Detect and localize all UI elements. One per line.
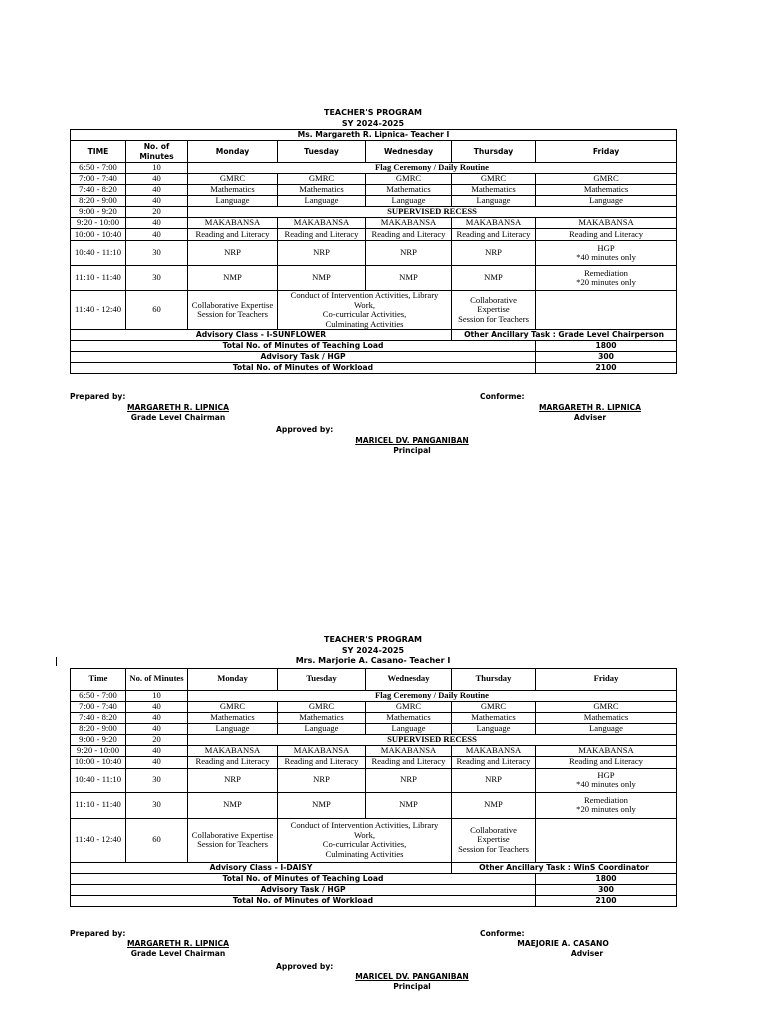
subject-cell: NRP xyxy=(452,768,536,792)
subject-cell: Mathematics xyxy=(366,712,452,723)
advisory-class: Advisory Class - I-DAISY xyxy=(71,862,452,873)
minutes-cell: 20 xyxy=(126,734,188,745)
subject-cell: Language xyxy=(452,723,536,734)
collaborative-cell xyxy=(188,291,278,330)
subject-cell: GMRC xyxy=(278,174,366,185)
intervention-cell xyxy=(278,818,452,862)
subject-cell: NMP xyxy=(452,792,536,818)
subject-cell: NRP xyxy=(188,768,278,792)
time-cell: 11:40 - 12:40 xyxy=(71,291,126,330)
conforme-role: Adviser xyxy=(573,413,607,422)
cell-line: Culminating Activities xyxy=(325,318,404,329)
minutes-cell: 40 xyxy=(126,218,188,229)
ancillary-task: Other Ancillary Task : WinS Coordinator xyxy=(452,862,677,873)
prepared-label: Prepared by: xyxy=(70,392,126,401)
subject-cell: MAKABANSA xyxy=(452,218,536,229)
subject-cell: NMP xyxy=(278,792,366,818)
subject-cell xyxy=(536,266,677,291)
subject-cell: MAKABANSA xyxy=(536,218,677,229)
subject-cell: NMP xyxy=(188,792,278,818)
total-row xyxy=(71,873,677,884)
table-row xyxy=(71,818,677,862)
subject-cell: Mathematics xyxy=(188,185,278,196)
prepared-name: MARGARETH R. LIPNICA xyxy=(127,403,229,412)
subject-cell: GMRC xyxy=(278,701,366,712)
schedule-1 xyxy=(70,108,676,374)
school-year: SY 2024-2025 xyxy=(341,645,405,655)
program-title: TEACHER'S PROGRAM xyxy=(323,108,422,117)
header-time: TIME xyxy=(71,141,126,163)
time-cell: 7:00 - 7:40 xyxy=(71,701,126,712)
subject-cell: NRP xyxy=(278,241,366,266)
friday-subject: Remediation xyxy=(584,794,628,805)
approved-name: MARICEL DV. PANGANIBAN xyxy=(355,436,469,445)
schedule-2 xyxy=(70,635,676,907)
total-value: 300 xyxy=(536,884,677,895)
recess-cell: SUPERVISED RECESS xyxy=(188,734,677,745)
table-row xyxy=(71,792,677,818)
subject-cell: MAKABANSA xyxy=(188,218,278,229)
header-wednesday: Wednesday xyxy=(366,141,452,163)
subject-cell: Language xyxy=(366,196,452,207)
subject-cell: Mathematics xyxy=(278,712,366,723)
total-label: Advisory Task / HGP xyxy=(71,884,536,895)
minutes-cell: 40 xyxy=(126,185,188,196)
table-row xyxy=(71,174,677,185)
subject-cell: MAKABANSA xyxy=(278,745,366,756)
time-cell: 9:00 - 9:20 xyxy=(71,207,126,218)
time-cell: 11:10 - 11:40 xyxy=(71,792,126,818)
header-friday: Friday xyxy=(536,141,677,163)
cell-line: Work, xyxy=(353,299,376,310)
prepared-signatory xyxy=(115,939,241,959)
total-value: 1800 xyxy=(536,873,677,884)
subject-cell: NMP xyxy=(188,266,278,291)
header-monday: Monday xyxy=(188,141,278,163)
total-label: Total No. of Minutes of Teaching Load xyxy=(71,873,536,884)
approved-label: Approved by: xyxy=(276,425,334,434)
advisory-row xyxy=(71,330,677,341)
total-row xyxy=(71,895,677,906)
approved-signatory xyxy=(340,972,484,992)
total-value: 300 xyxy=(536,352,677,363)
subject-cell: Reading and Literacy xyxy=(278,756,366,768)
empty-cell xyxy=(536,818,677,862)
table-row xyxy=(71,291,677,330)
friday-subject: Remediation xyxy=(584,267,628,278)
table-row xyxy=(71,218,677,229)
conforme-name: MAEJORIE A. CASANO xyxy=(517,939,609,948)
time-cell: 11:10 - 11:40 xyxy=(71,266,126,291)
subject-cell: Language xyxy=(188,196,278,207)
minutes-cell: 60 xyxy=(126,291,188,330)
minutes-cell: 60 xyxy=(126,818,188,862)
friday-note: *20 minutes only xyxy=(576,804,636,814)
prepared-signatory xyxy=(115,403,241,423)
conforme-signatory xyxy=(500,939,626,959)
time-cell: 7:00 - 7:40 xyxy=(71,174,126,185)
cell-line: Collaborative Expertise xyxy=(470,294,517,315)
subject-cell: Reading and Literacy xyxy=(366,756,452,768)
table-row xyxy=(71,723,677,734)
header-thursday: Thursday xyxy=(452,668,536,690)
time-cell: 9:20 - 10:00 xyxy=(71,745,126,756)
time-cell: 9:00 - 9:20 xyxy=(71,734,126,745)
advisory-row xyxy=(71,862,677,873)
total-value: 1800 xyxy=(536,341,677,352)
subject-cell xyxy=(536,792,677,818)
friday-note: *40 minutes only xyxy=(576,779,636,789)
minutes-cell: 30 xyxy=(126,792,188,818)
header-monday: Monday xyxy=(188,668,278,690)
collaborative-cell xyxy=(452,818,536,862)
friday-note: *40 minutes only xyxy=(576,252,636,262)
collaborative-cell xyxy=(188,818,278,862)
minutes-cell: 40 xyxy=(126,723,188,734)
total-row xyxy=(71,341,677,352)
time-cell: 9:20 - 10:00 xyxy=(71,218,126,229)
subject-cell: GMRC xyxy=(188,174,278,185)
cell-line: Conduct of Intervention Activities, Library xyxy=(290,820,439,830)
prepared-role: Grade Level Chairman xyxy=(130,413,226,422)
teacher-name: Ms. Margareth R. Lipnica- Teacher I xyxy=(71,130,677,141)
friday-subject: HGP xyxy=(597,769,615,780)
subject-cell: Reading and Literacy xyxy=(366,229,452,241)
minutes-cell: 10 xyxy=(126,163,188,174)
subject-cell: Language xyxy=(188,723,278,734)
subject-cell: NMP xyxy=(366,266,452,291)
conforme-label: Conforme: xyxy=(480,392,525,401)
total-label: Total No. of Minutes of Workload xyxy=(71,363,536,374)
total-value: 2100 xyxy=(536,895,677,906)
minutes-cell: 40 xyxy=(126,229,188,241)
subject-cell: Language xyxy=(278,723,366,734)
table-row xyxy=(71,701,677,712)
minutes-cell: 30 xyxy=(126,241,188,266)
flag-ceremony-cell: Flag Ceremony / Daily Routine xyxy=(188,163,677,174)
time-cell: 10:40 - 11:10 xyxy=(71,241,126,266)
time-cell: 10:00 - 10:40 xyxy=(71,229,126,241)
subject-cell: NMP xyxy=(452,266,536,291)
subject-cell xyxy=(536,768,677,792)
subject-cell: Mathematics xyxy=(366,185,452,196)
conforme-name: MARGARETH R. LIPNICA xyxy=(539,403,641,412)
minutes-cell: 20 xyxy=(126,207,188,218)
approved-role: Principal xyxy=(393,446,431,455)
subject-cell: Reading and Literacy xyxy=(188,756,278,768)
table-row xyxy=(71,734,677,745)
subject-cell: Reading and Literacy xyxy=(452,756,536,768)
prepared-role: Grade Level Chairman xyxy=(130,949,226,958)
subject-cell: GMRC xyxy=(452,174,536,185)
subject-cell: Mathematics xyxy=(452,712,536,723)
table-row xyxy=(71,745,677,756)
table-row xyxy=(71,196,677,207)
intervention-cell xyxy=(278,291,452,330)
school-year: SY 2024-2025 xyxy=(341,118,405,128)
subject-cell: NRP xyxy=(366,768,452,792)
subject-cell: Mathematics xyxy=(188,712,278,723)
table-row xyxy=(71,163,677,174)
table-row xyxy=(71,266,677,291)
empty-cell xyxy=(536,291,677,330)
cell-line: Collaborative Expertise xyxy=(191,299,274,310)
cell-line: Session for Teachers xyxy=(458,843,529,854)
minutes-cell: 10 xyxy=(126,690,188,701)
cell-line: Session for Teachers xyxy=(458,313,529,324)
subject-cell: NMP xyxy=(278,266,366,291)
conforme-label: Conforme: xyxy=(480,929,525,938)
cell-line: Work, xyxy=(353,829,376,840)
total-label: Total No. of Minutes of Workload xyxy=(71,895,536,906)
table-row xyxy=(71,207,677,218)
cell-line: Culminating Activities xyxy=(325,848,404,859)
subject-cell: MAKABANSA xyxy=(366,745,452,756)
collaborative-cell xyxy=(452,291,536,330)
total-value: 2100 xyxy=(536,363,677,374)
total-row xyxy=(71,363,677,374)
total-row xyxy=(71,352,677,363)
approved-label: Approved by: xyxy=(276,962,334,971)
subject-cell: Reading and Literacy xyxy=(188,229,278,241)
subject-cell: GMRC xyxy=(188,701,278,712)
subject-cell: GMRC xyxy=(366,174,452,185)
conforme-signatory xyxy=(527,403,653,423)
subject-cell: GMRC xyxy=(452,701,536,712)
subject-cell: Reading and Literacy xyxy=(536,756,677,768)
header-thursday: Thursday xyxy=(452,141,536,163)
ancillary-task: Other Ancillary Task : Grade Level Chairperson xyxy=(452,330,677,341)
total-label: Advisory Task / HGP xyxy=(71,352,536,363)
subject-cell: NRP xyxy=(366,241,452,266)
table-row xyxy=(71,768,677,792)
time-cell: 8:20 - 9:00 xyxy=(71,723,126,734)
cell-line: Co-curricular Activities, xyxy=(322,839,407,849)
subject-cell: NRP xyxy=(188,241,278,266)
header-friday: Friday xyxy=(536,668,677,690)
advisory-class: Advisory Class - I-SUNFLOWER xyxy=(71,330,452,341)
subject-cell: MAKABANSA xyxy=(452,745,536,756)
minutes-cell: 40 xyxy=(126,701,188,712)
subject-cell: NRP xyxy=(452,241,536,266)
cell-line: Session for Teachers xyxy=(197,839,268,849)
subject-cell: Reading and Literacy xyxy=(536,229,677,241)
minutes-cell: 30 xyxy=(126,768,188,792)
table-row xyxy=(71,690,677,701)
subject-cell: Mathematics xyxy=(278,185,366,196)
subject-cell: GMRC xyxy=(536,701,677,712)
header-tuesday: Tuesday xyxy=(278,141,366,163)
time-cell: 10:40 - 11:10 xyxy=(71,768,126,792)
table-row xyxy=(71,241,677,266)
program-title: TEACHER'S PROGRAM xyxy=(323,635,422,644)
program-table xyxy=(70,668,677,907)
total-label: Total No. of Minutes of Teaching Load xyxy=(71,341,536,352)
time-cell: 6:50 - 7:00 xyxy=(71,690,126,701)
minutes-cell: 30 xyxy=(126,266,188,291)
conforme-role: Adviser xyxy=(570,949,604,958)
time-cell: 10:00 - 10:40 xyxy=(71,756,126,768)
prepared-label: Prepared by: xyxy=(70,929,126,938)
minutes-cell: 40 xyxy=(126,712,188,723)
approved-name: MARICEL DV. PANGANIBAN xyxy=(355,972,469,981)
subject-cell: Reading and Literacy xyxy=(452,229,536,241)
subject-cell xyxy=(536,241,677,266)
subject-cell: NMP xyxy=(366,792,452,818)
time-cell: 6:50 - 7:00 xyxy=(71,163,126,174)
header-time: Time xyxy=(71,668,126,690)
minutes-cell: 40 xyxy=(126,756,188,768)
table-row xyxy=(71,229,677,241)
subject-cell: Language xyxy=(278,196,366,207)
minutes-cell: 40 xyxy=(126,196,188,207)
table-row xyxy=(71,185,677,196)
time-cell: 7:40 - 8:20 xyxy=(71,712,126,723)
time-cell: 8:20 - 9:00 xyxy=(71,196,126,207)
table-row xyxy=(71,756,677,768)
header-wednesday: Wednesday xyxy=(366,668,452,690)
header-tuesday: Tuesday xyxy=(278,668,366,690)
table-row xyxy=(71,712,677,723)
cell-line: Session for Teachers xyxy=(197,309,268,319)
subject-cell: Reading and Literacy xyxy=(278,229,366,241)
subject-cell: Mathematics xyxy=(452,185,536,196)
friday-subject: HGP xyxy=(597,242,615,253)
prepared-name: MARGARETH R. LIPNICA xyxy=(127,939,229,948)
minutes-cell: 40 xyxy=(126,745,188,756)
header-minutes: No. of Minutes xyxy=(126,668,188,690)
friday-note: *20 minutes only xyxy=(576,277,636,287)
subject-cell: GMRC xyxy=(536,174,677,185)
cell-line: Collaborative Expertise xyxy=(470,824,517,845)
subject-cell: MAKABANSA xyxy=(278,218,366,229)
margin-mark xyxy=(56,657,57,666)
subject-cell: MAKABANSA xyxy=(366,218,452,229)
cell-line: Co-curricular Activities, xyxy=(322,309,407,319)
time-cell: 7:40 - 8:20 xyxy=(71,185,126,196)
subject-cell: Mathematics xyxy=(536,185,677,196)
flag-ceremony-cell: Flag Ceremony / Daily Routine xyxy=(188,690,677,701)
subject-cell: Language xyxy=(536,196,677,207)
subject-cell: MAKABANSA xyxy=(188,745,278,756)
subject-cell: Language xyxy=(366,723,452,734)
cell-line: Conduct of Intervention Activities, Library xyxy=(290,290,439,300)
header-minutes: No. of Minutes xyxy=(126,141,188,163)
time-cell: 11:40 - 12:40 xyxy=(71,818,126,862)
subject-cell: Language xyxy=(452,196,536,207)
program-table xyxy=(70,129,677,374)
subject-cell: Mathematics xyxy=(536,712,677,723)
minutes-cell: 40 xyxy=(126,174,188,185)
teacher-name: Mrs. Marjorie A. Casano- Teacher I xyxy=(295,656,451,665)
approved-role: Principal xyxy=(393,982,431,991)
recess-cell: SUPERVISED RECESS xyxy=(188,207,677,218)
subject-cell: NRP xyxy=(278,768,366,792)
subject-cell: GMRC xyxy=(366,701,452,712)
cell-line: Collaborative Expertise xyxy=(191,829,274,840)
subject-cell: Language xyxy=(536,723,677,734)
subject-cell: MAKABANSA xyxy=(536,745,677,756)
total-row xyxy=(71,884,677,895)
approved-signatory xyxy=(340,436,484,456)
